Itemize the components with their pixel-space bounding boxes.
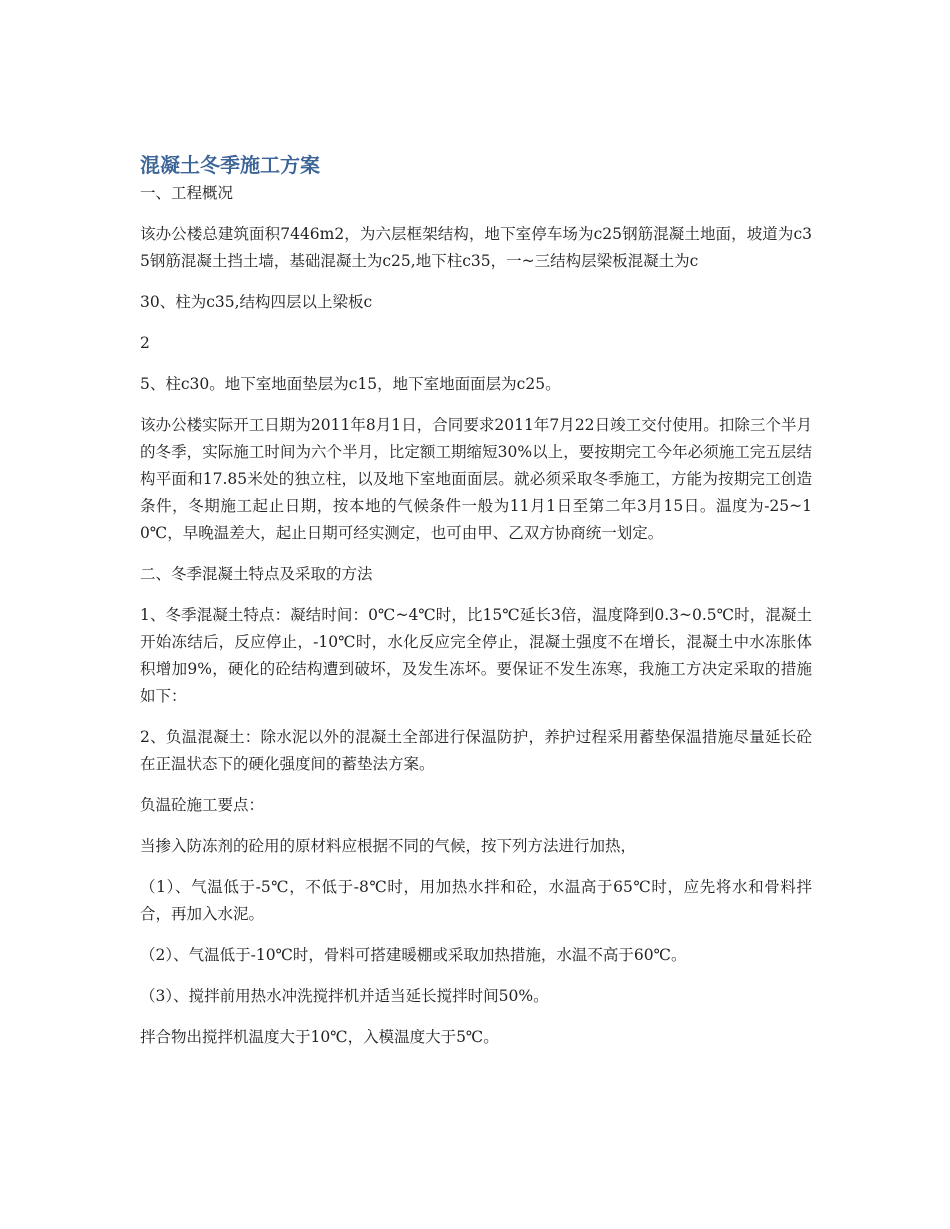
list-item-3: （3）、搅拌前用热水冲洗搅拌机并适当延长搅拌时间50%。 [140,987,549,1005]
list-item-2: （2）、气温低于-10℃时，骨料可搭建暖棚或采取加热措施，水温不高于60℃。 [140,946,687,964]
paragraph-heating-methods: 当掺入防冻剂的砼用的原材料应根据不同的气候，按下列方法进行加热， [140,837,637,855]
list-item-1: （1）、气温低于-5℃，不低于-8℃时，用加热水拌和砼，水温高于65℃时，应先将水和骨料拌合，再加入水泥。 [140,878,812,923]
paragraph-negative-temperature: 2、负温混凝土：除水泥以外的混凝土全部进行保温防护，养护过程采用蓄垫保温措施尽量延长砼在正温状态下的硬化强度间的蓄垫法方案。 [140,728,812,773]
section-heading-winter-methods: 二、冬季混凝土特点及采取的方法 [140,565,373,583]
paragraph-project-overview: 该办公楼总建筑面积7446m2，为六层框架结构，地下室停车场为c25钢筋混凝土地面，坡道为c35钢筋混凝土挡土墙，基础混凝土为c25,地下柱c35，一~三结构层梁板混凝土为c [140,225,812,270]
document-title: 混凝土冬季施工方案 [140,153,320,177]
section-heading-overview: 一、工程概况 [140,184,234,202]
paragraph-construction-points: 负温砼施工要点： [140,796,265,814]
document-body [140,150,812,1065]
paragraph-basement-grade: 5、柱c30。地下室地面垫层为c15，地下室地面面层为c25。 [140,375,561,393]
paragraph-fragment: 2 [140,334,150,352]
paragraph-mix-temperature: 拌合物出搅拌机温度大于10℃，入模温度大于5℃。 [140,1028,499,1046]
paragraph-schedule: 该办公楼实际开工日期为2011年8月1日，合同要求2011年7月22日竣工交付使用。扣除三个半月的冬季，实际施工时间为六个半月，比定额工期缩短30%以上，要按期完工今年必须施工完五层结构平面和17.85米处的独立柱，以及地下室地面面层。就必须采取冬季施工，方能为按期完工创造条件，冬期施工起止日期，按本地的气候条件一般为11月1日至第二年3月15日。温度为-25~10℃，早晚温差大，起止日期可经实测定，也可由甲、乙双方协商统一划定。 [140,416,812,542]
paragraph-column-grade: 30、柱为c35,结构四层以上梁板c [140,293,373,311]
paragraph-winter-characteristics: 1、冬季混凝土特点：凝结时间：0℃~4℃时，比15℃延长3倍，温度降到0.3~0.5℃时，混凝土开始冻结后，反应停止，-10℃时，水化反应完全停止，混凝土强度不在增长，混凝土中水冻胀体积增加9%，硬化的砼结构遭到破坏，及发生冻坏。要保证不发生冻寒，我施工方决定采取的措施如下： [140,606,812,705]
